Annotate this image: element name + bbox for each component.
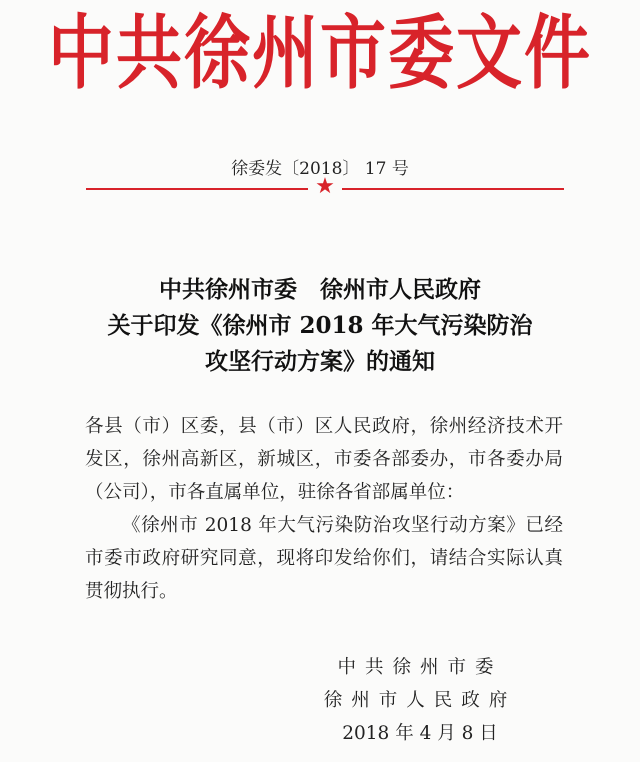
notice-title (0, 272, 640, 380)
addressee-paragraph: 各县（市）区委，县（市）区人民政府，徐州经济技术开发区，徐州高新区，新城区，市委各部委办，市各委办局（公司），市各直属单位，驻徐各省部属单位： (85, 416, 563, 503)
divider-line-left (86, 188, 308, 190)
document-number: 徐委发〔2018〕 17 号 (231, 159, 409, 179)
divider-line-right (342, 188, 564, 190)
signature-block (300, 651, 540, 750)
document-masthead: 中共徐州市委文件 (48, 6, 592, 101)
red-divider (86, 174, 564, 201)
title-line-3: 攻坚行动方案》的通知 (205, 348, 435, 375)
red-star-icon: ★ (315, 174, 335, 199)
signature-org-government: 徐州市人民政府 (323, 690, 517, 711)
signature-org-party: 中共徐州市委 (337, 657, 503, 678)
title-line-2: 关于印发《徐州市 2018 年大气污染防治 (107, 312, 533, 339)
notice-body (85, 410, 563, 608)
title-line-1: 中共徐州市委 徐州市人民政府 (159, 276, 481, 303)
signature-date: 2018 年 4 月 8 日 (342, 723, 498, 744)
main-paragraph: 《徐州市 2018 年大气污染防治攻坚行动方案》已经市委市政府研究同意，现将印发给你们，请结合实际认真贯彻执行。 (85, 515, 563, 602)
